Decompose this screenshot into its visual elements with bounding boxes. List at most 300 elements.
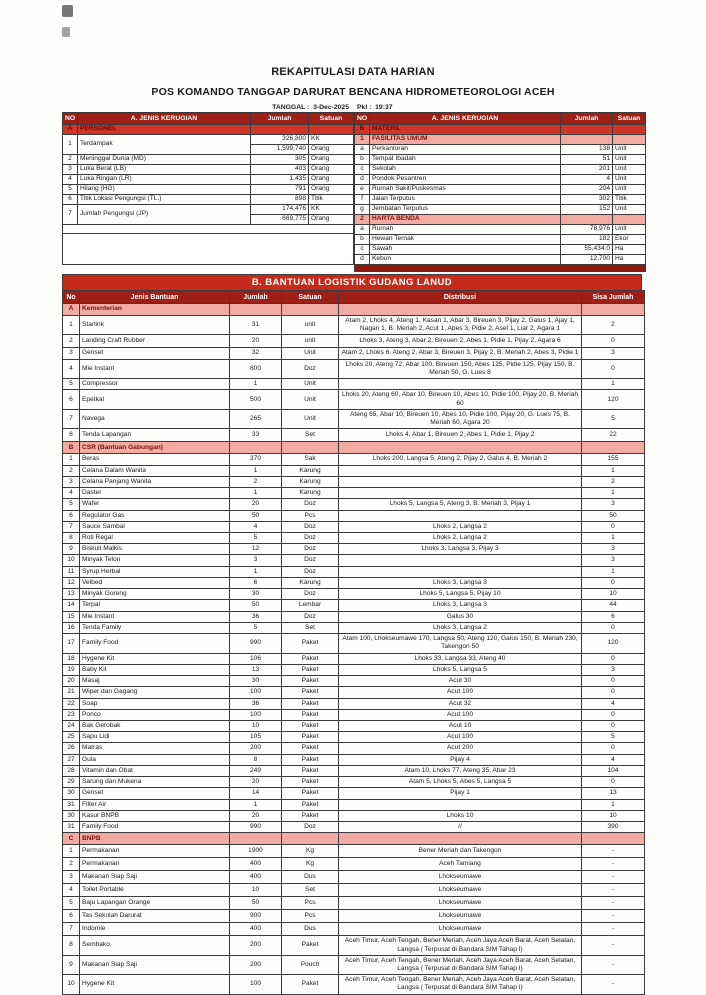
cell-sisa-jumlah: 120 (582, 390, 645, 409)
column-header: A. JENIS KERUGIAN (370, 113, 561, 125)
cell-no: 6 (63, 910, 80, 923)
cell-sisa-jumlah: 0 (582, 687, 645, 698)
header-row (355, 113, 646, 125)
cell-jumlah: 500 (230, 390, 282, 409)
cell-jumlah: 78,976 (561, 225, 613, 235)
cell-sisa-jumlah: 0 (582, 577, 645, 588)
cell-satuan: Paket (282, 788, 339, 799)
section-no: A (63, 304, 80, 316)
section-no: 2 (355, 215, 370, 225)
table-row (63, 777, 645, 788)
cell-sisa-jumlah: 4 (582, 754, 645, 765)
section-cell (339, 833, 582, 845)
cell-label: Sawah (370, 245, 561, 255)
cell-jumlah: 30 (230, 589, 282, 600)
table-row (63, 975, 645, 994)
cell-jumlah: 5 (230, 532, 282, 543)
cell-distribusi: Lhoks 33, Langsa 33, Ateng 40 (339, 653, 582, 664)
cell-jumlah: 265 (230, 409, 282, 428)
cell-distribusi (339, 476, 582, 487)
cell-jumlah: 898 (251, 195, 309, 205)
table-row (63, 687, 645, 698)
cell-jumlah: 3 (230, 555, 282, 566)
scan-artifact-icon (62, 5, 73, 17)
time-value: 19:37 (375, 104, 393, 111)
cell-satuan: Unit (282, 379, 339, 390)
cell-satuan: Ekor (613, 235, 646, 245)
scan-artifact-icon (62, 27, 70, 37)
cell-no: 20 (63, 676, 80, 687)
cell-jumlah: 1900 (230, 845, 282, 858)
cell-jumlah: 33 (230, 429, 282, 442)
cell-satuan: unit (282, 316, 339, 335)
cell-sisa-jumlah: 3 (582, 555, 645, 566)
cell-no: 18 (63, 653, 80, 664)
kerugian-tables (62, 112, 644, 272)
cell-satuan: Karung (282, 488, 339, 499)
table-row (63, 195, 354, 205)
cell-satuan: Paket (282, 754, 339, 765)
cell-jenis-bantuan: Permakanan (80, 845, 230, 858)
cell-no: 2 (63, 858, 80, 871)
column-header: Jumlah (251, 113, 309, 125)
cell-label: Terdampak (78, 135, 251, 155)
cell-jenis-bantuan: Beras (80, 454, 230, 465)
cell-jumlah: 305 (251, 155, 309, 165)
column-header: Satuan (613, 113, 646, 125)
cell-distribusi: Lhokseumawe (339, 897, 582, 910)
cell-sisa-jumlah: 0 (582, 709, 645, 720)
section-row (355, 135, 646, 145)
cell-sisa-jumlah: - (582, 897, 645, 910)
section-no: B (63, 442, 80, 454)
cell-distribusi: Lhoks 20, Ateng 72, Abar 100, Bireuen 150, Abes 125, Pidie 125, Pijay 150, B. Meriah 50, G. Lues 8 (339, 359, 582, 378)
table-row (63, 499, 645, 510)
cell-label: Kebun (370, 255, 561, 265)
cell-satuan: Kg (282, 845, 339, 858)
table-row (63, 359, 645, 378)
table-row (63, 732, 645, 743)
cell-jumlah: 30 (230, 676, 282, 687)
column-header: Jumlah (230, 291, 282, 304)
cell-satuan: Pcs (282, 910, 339, 923)
cell-distribusi: Lhokseumawe (339, 923, 582, 936)
cell-sisa-jumlah: 0 (582, 676, 645, 687)
table-row (63, 810, 645, 821)
column-header: NO (63, 113, 78, 125)
cell-jumlah: 1,435 (251, 175, 309, 185)
cell-jenis-bantuan: Makanan Siap Saji (80, 871, 230, 884)
cell-distribusi: Atam 5, Lhoks 5, Abes 5, Langsa 5 (339, 777, 582, 788)
cell-jumlah: 55,434.0 (561, 245, 613, 255)
table-row (63, 532, 645, 543)
table-row (63, 429, 645, 442)
table-row (63, 923, 645, 936)
cell-satuan: Ha (613, 245, 646, 255)
cell-sisa-jumlah: - (582, 910, 645, 923)
cell-satuan: Unit (282, 390, 339, 409)
cell-distribusi: Lhoks 4, Abar 1, Bireuen 2, Abes 1, Pidie 1, Pijay 2 (339, 429, 582, 442)
cell-label: Jumlah Pengungsi (JP) (78, 205, 251, 225)
cell-no: 17 (63, 634, 80, 653)
cell-jenis-bantuan: Syrup Herbal (80, 566, 230, 577)
cell-jumlah: 1 (230, 379, 282, 390)
closing-bar (355, 265, 646, 272)
cell-no: 23 (63, 709, 80, 720)
table-row (63, 799, 645, 810)
cell-no: 28 (63, 765, 80, 776)
section-label: BNPB (80, 833, 230, 845)
cell-satuan: Unit (613, 155, 646, 165)
cell-jenis-bantuan: Regulator Gas (80, 510, 230, 521)
section-label: HARTA BENDA (370, 215, 561, 225)
cell-distribusi: Acut 30 (339, 676, 582, 687)
column-header: Jumlah (561, 113, 613, 125)
cell-satuan: Kg (282, 858, 339, 871)
cell-jenis-bantuan: Celana Panjang Wanita (80, 476, 230, 487)
cell-jenis-bantuan: Genset (80, 788, 230, 799)
cell-satuan: Paket (282, 676, 339, 687)
cell-sisa-jumlah: 6 (582, 611, 645, 622)
section-label: CSR (Bantuan Gabungan) (80, 442, 230, 454)
kerugian-table-personel (62, 112, 354, 265)
cell-satuan: KK (309, 135, 354, 145)
cell-jenis-bantuan: Matras (80, 743, 230, 754)
cell-no: 12 (63, 577, 80, 588)
cell-no: 9 (63, 955, 80, 974)
cell-sisa-jumlah: 3 (582, 348, 645, 359)
cell-jenis-bantuan: Navega (80, 409, 230, 428)
section-cell (230, 442, 282, 454)
cell-satuan: Sak (282, 454, 339, 465)
cell-sisa-jumlah: 1 (582, 379, 645, 390)
table-row (63, 165, 354, 175)
cell-jumlah: 50 (230, 600, 282, 611)
table-row (63, 743, 645, 754)
cell-satuan: Doz (282, 611, 339, 622)
table-row (355, 205, 646, 215)
cell-jumlah: 36 (230, 698, 282, 709)
cell-label: Jembatan Terputus (370, 205, 561, 215)
cell-jenis-bantuan: Masaj (80, 676, 230, 687)
cell-no: 1 (63, 845, 80, 858)
cell-jumlah: 14 (230, 788, 282, 799)
date-value: 3-Dec-2025 (313, 104, 349, 111)
cell-sisa-jumlah: 1 (582, 532, 645, 543)
page-title: REKAPITULASI DATA HARIAN (271, 66, 435, 78)
cell-jenis-bantuan: Bak Gerobak (80, 720, 230, 731)
column-header: Satuan (282, 291, 339, 304)
section-row (63, 304, 645, 316)
cell-sisa-jumlah: 120 (582, 634, 645, 653)
table-row (355, 145, 646, 155)
cell-jumlah: 4 (230, 521, 282, 532)
cell-no: 31 (63, 799, 80, 810)
cell-no: 7 (63, 205, 78, 225)
cell-distribusi: Acut 10 (339, 720, 582, 731)
cell-jumlah: 138 (561, 145, 613, 155)
cell-distribusi: Lhoks 5, Langsa 5, Pijay 10 (339, 589, 582, 600)
cell-jenis-bantuan: Gula (80, 754, 230, 765)
cell-satuan: Orang (309, 215, 354, 225)
cell-no: d (355, 175, 370, 185)
cell-jumlah: 990 (230, 634, 282, 653)
cell-satuan: Unit (613, 145, 646, 155)
table-row (63, 910, 645, 923)
cell-label: Tempat Ibadah (370, 155, 561, 165)
cell-distribusi: Atam 10, Lhoks 77, Ateng 35, Abar 23 (339, 765, 582, 776)
cell-no: d (355, 255, 370, 265)
cell-no: 10 (63, 975, 80, 994)
cell-distribusi (339, 465, 582, 476)
section-cell (613, 215, 646, 225)
cell-no: 5 (63, 897, 80, 910)
cell-sisa-jumlah: 0 (582, 720, 645, 731)
column-header: Sisa Jumlah (582, 291, 645, 304)
table-row (63, 510, 645, 521)
cell-distribusi: Acut 100 (339, 709, 582, 720)
section-cell (561, 125, 613, 135)
cell-satuan: Doz (282, 544, 339, 555)
cell-no: 27 (63, 754, 80, 765)
cell-jumlah: 152 (561, 205, 613, 215)
cell-distribusi: // (339, 822, 582, 833)
cell-distribusi: Lhokseumawe (339, 871, 582, 884)
section-cell (339, 442, 582, 454)
cell-no: 13 (63, 589, 80, 600)
column-header: Distribusi (339, 291, 582, 304)
cell-satuan: Unit (282, 409, 339, 428)
table-row (63, 379, 645, 390)
report-date (62, 104, 351, 111)
cell-label: Rumah (370, 225, 561, 235)
cell-distribusi (339, 379, 582, 390)
cell-jumlah: 400 (230, 871, 282, 884)
cell-jenis-bantuan: Mie Instant (80, 611, 230, 622)
cell-no: 26 (63, 743, 80, 754)
cell-no: 7 (63, 521, 80, 532)
cell-jumlah: 403 (251, 165, 309, 175)
cell-sisa-jumlah: - (582, 845, 645, 858)
cell-distribusi: Galus 30 (339, 611, 582, 622)
cell-no: a (355, 145, 370, 155)
table-row (355, 175, 646, 185)
cell-satuan: Paket (282, 653, 339, 664)
cell-distribusi: Acut 100 (339, 732, 582, 743)
table-row (63, 653, 645, 664)
cell-sisa-jumlah: 1 (582, 799, 645, 810)
cell-satuan: Dus (282, 923, 339, 936)
report-time (351, 104, 644, 111)
cell-distribusi: Acut 200 (339, 743, 582, 754)
cell-label: Luka Berat (LB) (78, 165, 251, 175)
cell-satuan: Titik (309, 195, 354, 205)
cell-jumlah: 1,599,740 (251, 145, 309, 155)
cell-satuan: Pcs (282, 510, 339, 521)
cell-distribusi: Lhoks 2, Langsa 2 (339, 532, 582, 543)
cell-sisa-jumlah: 13 (582, 788, 645, 799)
table-row (355, 225, 646, 235)
cell-jumlah: 20 (230, 499, 282, 510)
cell-no: 5 (63, 379, 80, 390)
cell-no: 3 (63, 165, 78, 175)
table-row (63, 205, 354, 215)
cell-no: 29 (63, 777, 80, 788)
cell-satuan: Unit (282, 348, 339, 359)
logistics-table-title: B. BANTUAN LOGISTIK GUDANG LANUD (62, 274, 642, 290)
section-cell (582, 833, 645, 845)
cell-distribusi: Atam 2, Lhoks 6, Ateng 2, Abar 3, Bireuen 3, Pijay 2, B. Meriah 2, Abes 3, Pidie 1 (339, 348, 582, 359)
cell-distribusi: Lhoks 3, Langsa 3 (339, 600, 582, 611)
table-row (63, 676, 645, 687)
table-row (355, 165, 646, 175)
section-row (355, 215, 646, 225)
cell-distribusi: Pijay 4 (339, 754, 582, 765)
cell-distribusi: Aceh Timur, Aceh Tengah, Bener Meriah, Aceh Jaya Aceh Barat, Aceh Selatan, Langsa ( Terpusat di Bandara SIM Tahap I) (339, 975, 582, 994)
cell-no: 5 (63, 185, 78, 195)
cell-distribusi: Atam 2, Lhoks 4, Ateng 1, Kasan 1, Abar 3, Bireuen 3, Pijay 2, Galus 1, Ajay 1, Nagan 1, B. Meriah 2, Acut 1, Abes 3, Pidie 2, Asel 1, Liar 2, Agara 1 (339, 316, 582, 335)
section-no: C (63, 833, 80, 845)
cell-distribusi: Atam 100, Lhokseumawe 170, Langsa 50, Ateng 120, Galus 150, B. Meriah 230, Takengon 50 (339, 634, 582, 653)
cell-no: 7 (63, 409, 80, 428)
cell-distribusi: Lhoks 3, Langsa 3 (339, 577, 582, 588)
column-header: A. JENIS KERUGIAN (78, 113, 251, 125)
cell-no: a (355, 225, 370, 235)
table-row (63, 335, 645, 348)
cell-distribusi: Lhokseumawe (339, 910, 582, 923)
table-row (63, 634, 645, 653)
cell-satuan: Paket (282, 799, 339, 810)
column-header: No (63, 291, 80, 304)
table-row (355, 185, 646, 195)
cell-satuan: Paket (282, 743, 339, 754)
table-row (355, 255, 646, 265)
report-content (62, 104, 644, 995)
cell-no: c (355, 245, 370, 255)
cell-no: 25 (63, 732, 80, 743)
cell-distribusi (339, 510, 582, 521)
cell-satuan: unit (282, 335, 339, 348)
cell-jumlah: 12 (230, 544, 282, 555)
cell-jenis-bantuan: Ponco (80, 709, 230, 720)
cell-satuan: Orang (309, 165, 354, 175)
cell-sisa-jumlah: 390 (582, 822, 645, 833)
cell-satuan: Paket (282, 810, 339, 821)
blank-row (63, 225, 354, 234)
cell-jenis-bantuan: Wiper dan Gagang (80, 687, 230, 698)
cell-jenis-bantuan: Minyak Telon (80, 555, 230, 566)
cell-distribusi: Acut 100 (339, 687, 582, 698)
cell-satuan: Doz (282, 499, 339, 510)
cell-jenis-bantuan: Sapu Lidi (80, 732, 230, 743)
cell-no: 24 (63, 720, 80, 731)
cell-no: 2 (63, 335, 80, 348)
cell-satuan: Karung (282, 577, 339, 588)
cell-jenis-bantuan: Sembako (80, 936, 230, 955)
cell-jumlah: 32 (230, 348, 282, 359)
cell-sisa-jumlah: 3 (582, 544, 645, 555)
table-row (63, 611, 645, 622)
cell-satuan: Pouch (282, 955, 339, 974)
cell-no: 5 (63, 499, 80, 510)
cell-sisa-jumlah: - (582, 955, 645, 974)
cell-sisa-jumlah: 50 (582, 510, 645, 521)
table-row (63, 454, 645, 465)
table-row (63, 390, 645, 409)
section-row (355, 125, 646, 135)
table-row (63, 566, 645, 577)
cell-no: e (355, 185, 370, 195)
cell-sisa-jumlah: 1 (582, 465, 645, 476)
cell-satuan: Karung (282, 465, 339, 476)
cell-sisa-jumlah: 4 (582, 698, 645, 709)
section-cell (251, 125, 309, 135)
table-row (63, 577, 645, 588)
cell-label: Sekolah (370, 165, 561, 175)
cell-satuan: Orang (309, 185, 354, 195)
cell-jenis-bantuan: Genset (80, 348, 230, 359)
cell-no: 11 (63, 566, 80, 577)
section-cell (561, 135, 613, 145)
table-row (63, 488, 645, 499)
table-row (355, 155, 646, 165)
table-row (63, 871, 645, 884)
cell-jenis-bantuan: Velbed (80, 577, 230, 588)
table-row (63, 765, 645, 776)
cell-satuan: Paket (282, 777, 339, 788)
cell-jumlah: 100 (230, 975, 282, 994)
blank-cell (63, 234, 354, 265)
cell-no: 30 (63, 810, 80, 821)
section-no: 1 (355, 135, 370, 145)
cell-jumlah: 204 (561, 185, 613, 195)
cell-satuan: Set (282, 622, 339, 633)
cell-distribusi: Lhoks 3, Langsa 3, Pijay 3 (339, 544, 582, 555)
table-row (63, 698, 645, 709)
cell-label: Hilang (HG) (78, 185, 251, 195)
cell-no: 4 (63, 488, 80, 499)
cell-jumlah: 20 (230, 335, 282, 348)
table-row (63, 348, 645, 359)
cell-no: 6 (63, 390, 80, 409)
cell-satuan: Karung (282, 476, 339, 487)
cell-jumlah: 326,800 (251, 135, 309, 145)
table-row (63, 409, 645, 428)
table-row (63, 664, 645, 675)
cell-jumlah: 200 (230, 743, 282, 754)
section-cell (613, 125, 646, 135)
cell-distribusi: Aceh Timur, Aceh Tengah, Bener Meriah, Aceh Jaya Aceh Barat, Aceh Selatan, Langsa ( Terpusat di Bandara SIM Tahap I) (339, 936, 582, 955)
cell-satuan: Orang (309, 155, 354, 165)
cell-satuan: Paket (282, 698, 339, 709)
cell-sisa-jumlah: - (582, 936, 645, 955)
date-label: TANGGAL : (272, 104, 310, 111)
cell-satuan: KK (309, 205, 354, 215)
cell-jenis-bantuan: Hygene Kit (80, 975, 230, 994)
cell-no: 4 (63, 175, 78, 185)
table-row (63, 955, 645, 974)
section-cell (282, 304, 339, 316)
cell-distribusi: Lhoks 3, Ateng 3, Abar 2, Bireuen 2, Abes 1, Pidie 1, Pijay 2, Agara 6 (339, 335, 582, 348)
cell-jumlah: 1 (230, 566, 282, 577)
column-header: Jenis Bantuan (80, 291, 230, 304)
table-row (63, 175, 354, 185)
header-row (63, 113, 354, 125)
time-label: Pkl : (357, 104, 372, 111)
cell-no: 1 (63, 454, 80, 465)
kerugian-table-materil (354, 112, 646, 272)
cell-sisa-jumlah: - (582, 871, 645, 884)
